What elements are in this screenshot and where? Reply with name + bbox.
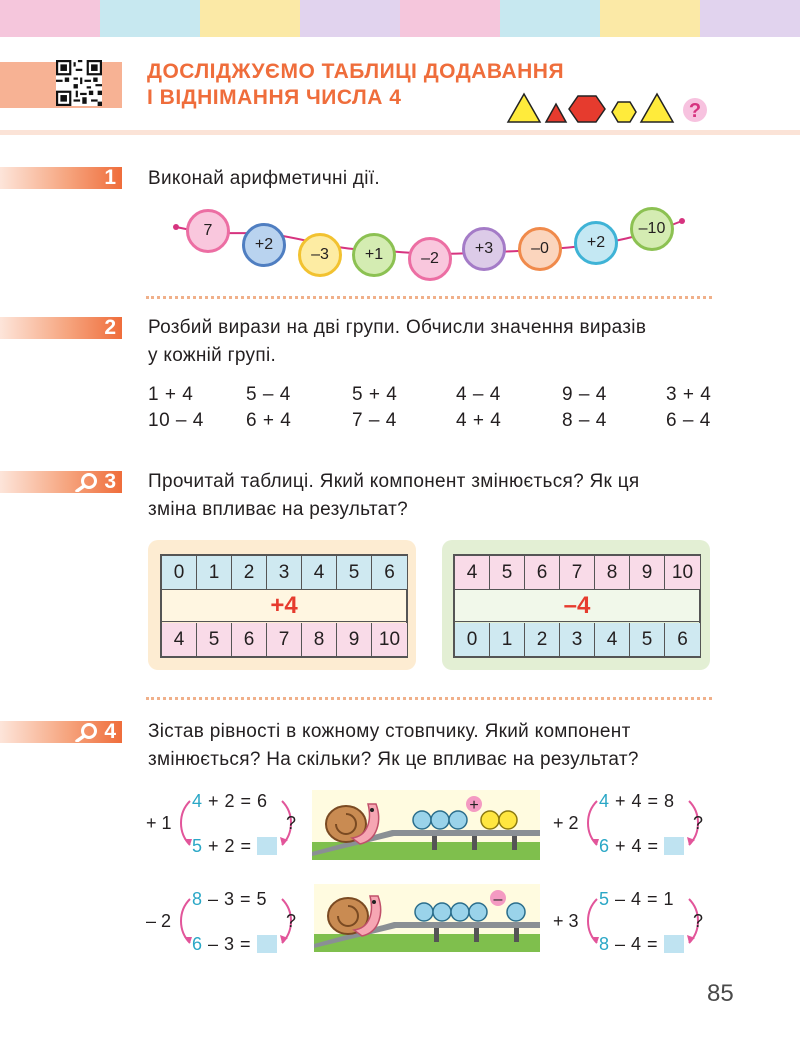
bead: +2	[242, 223, 286, 267]
strip-segment	[200, 0, 300, 37]
expression: 10 – 4	[148, 410, 204, 431]
page-title	[147, 59, 564, 111]
task1-text: Виконай арифметичні дії.	[148, 168, 380, 189]
equation-rest: – 4 = 1	[609, 889, 675, 909]
expression: 6 – 4	[666, 410, 711, 431]
table-cell: 1	[490, 623, 525, 656]
changed-number: 6	[599, 836, 610, 856]
table-cell: 0	[455, 623, 490, 656]
change-label: + 3	[553, 911, 579, 931]
table-cell: 1	[197, 556, 232, 589]
snail-addition-picture	[312, 790, 540, 860]
page-number: 85	[707, 980, 734, 1007]
question-mark: ?	[693, 911, 704, 931]
subtraction-operator: –4	[455, 589, 699, 622]
bead: –0	[518, 227, 562, 271]
answer-box[interactable]	[257, 935, 277, 953]
equation-rest: + 4 = 8	[609, 791, 675, 811]
task2-text-line-1: Розбий вирази на дві групи. Обчисли значення виразів	[148, 317, 647, 338]
task-number-2	[0, 317, 122, 339]
strip-segment	[300, 0, 400, 37]
magnifier-icon	[74, 472, 100, 492]
table-cell: 4	[302, 556, 337, 589]
table-cell: 5	[197, 623, 232, 656]
changed-number: 8	[192, 889, 203, 909]
task3-text-line-2: зміна впливає на результат?	[148, 499, 408, 520]
changed-number: 8	[599, 934, 610, 954]
expression: 8 – 4	[562, 410, 607, 431]
table-cell: 6	[384, 561, 395, 583]
equation-rest: + 4 =	[609, 836, 665, 856]
task2-text-line-2: у кожній групі.	[148, 345, 277, 366]
table-cell: 4	[455, 556, 490, 589]
table-cell: 4	[595, 623, 630, 656]
magnifier-icon	[74, 722, 100, 742]
task-number-1	[0, 167, 122, 189]
equation-rest: – 3 =	[202, 934, 257, 954]
divider-2	[146, 697, 712, 700]
table-cell: 2	[232, 556, 267, 589]
table-cell: 6	[677, 628, 688, 650]
expression: 1 + 4	[148, 384, 194, 405]
title-line-1: ДОСЛІДЖУЄМО ТАБЛИЦІ ДОДАВАННЯ	[147, 60, 565, 83]
bead: –10	[630, 207, 674, 251]
bead: +2	[574, 221, 618, 265]
expression: 5 + 4	[352, 384, 398, 405]
table-cell: 4	[162, 623, 197, 656]
expression: 4 – 4	[456, 384, 501, 405]
equation-rest: – 4 =	[609, 934, 664, 954]
task-number-label: 1	[104, 166, 116, 189]
task4-text	[148, 718, 639, 774]
table-cell: 2	[525, 623, 560, 656]
strip-segment	[400, 0, 500, 37]
bead: +3	[462, 227, 506, 271]
expression: 6 + 4	[246, 410, 292, 431]
expression: 3 + 4	[666, 384, 712, 405]
change-label: + 1	[146, 813, 172, 833]
table-cell: 6	[525, 556, 560, 589]
task-number-label: 4	[104, 720, 116, 743]
equation-bottom	[599, 836, 684, 857]
expression: 5 – 4	[246, 384, 291, 405]
table-cell: 5	[337, 556, 372, 589]
table-cell: 9	[337, 623, 372, 656]
header-divider	[0, 130, 800, 135]
changed-number: 5	[599, 889, 610, 909]
pic1-sign: +	[469, 797, 479, 814]
qr-code-icon[interactable]	[56, 60, 102, 106]
strip-segment	[700, 0, 800, 37]
changed-number: 5	[192, 836, 203, 856]
table-cell: 7	[560, 556, 595, 589]
table-cell: 6	[232, 623, 267, 656]
pic2-sign: –	[493, 891, 503, 908]
changed-number: 6	[192, 934, 203, 954]
bead: +1	[352, 233, 396, 277]
change-label: – 2	[146, 911, 172, 931]
bead: 7	[186, 209, 230, 253]
task-number-label: 3	[104, 470, 116, 493]
table-cell: 8	[302, 623, 337, 656]
title-line-2: І ВІДНІМАННЯ ЧИСЛА 4	[147, 86, 402, 109]
question-mark-text: ?	[688, 100, 702, 122]
table-cell: 7	[267, 623, 302, 656]
question-mark: ?	[286, 911, 297, 931]
addition-operator: +4	[162, 589, 406, 622]
subtraction-table-top-row	[455, 556, 700, 589]
task4-text-line-2: змінюється? На скільки? Як це впливає на результат?	[148, 749, 639, 770]
addition-table-top-row	[162, 556, 407, 589]
table-cell: 10	[378, 628, 401, 650]
task3-text	[148, 468, 640, 524]
table-cell: 3	[560, 623, 595, 656]
equation-rest: + 2 = 6	[202, 791, 268, 811]
table-cell: 10	[671, 561, 694, 583]
change-label: + 2	[553, 813, 579, 833]
table-cell: 9	[630, 556, 665, 589]
top-color-strip	[0, 0, 800, 37]
changed-number: 4	[599, 791, 610, 811]
answer-box[interactable]	[664, 935, 684, 953]
table-cell: 5	[490, 556, 525, 589]
equation-bottom	[599, 934, 684, 955]
expression: 9 – 4	[562, 384, 607, 405]
question-mark: ?	[693, 813, 704, 833]
bead: –3	[298, 233, 342, 277]
answer-box[interactable]	[257, 837, 277, 855]
divider-1	[146, 296, 712, 299]
answer-box[interactable]	[664, 837, 684, 855]
task2-text	[148, 314, 646, 370]
task3-text-line-1: Прочитай таблиці. Який компонент змінюється? Як ця	[148, 471, 640, 492]
subtraction-table-bottom-row	[455, 623, 700, 656]
question-mark: ?	[286, 813, 297, 833]
task-number-4	[0, 721, 122, 743]
equation-top	[192, 791, 268, 812]
equation-top	[599, 889, 674, 910]
task-number-3	[0, 471, 122, 493]
strip-segment	[0, 0, 100, 37]
table-cell: 8	[595, 556, 630, 589]
bead-chain	[172, 205, 692, 280]
shapes-icon	[506, 88, 716, 126]
addition-table-bottom-row	[162, 623, 407, 656]
changed-number: 4	[192, 791, 203, 811]
bead: –2	[408, 237, 452, 281]
snail-subtraction-picture	[314, 884, 540, 952]
equation-rest: – 3 = 5	[202, 889, 268, 909]
expression: 4 + 4	[456, 410, 502, 431]
strip-segment	[100, 0, 200, 37]
equation-rest: + 2 =	[202, 836, 258, 856]
table-cell: 0	[162, 556, 197, 589]
table-cell: 3	[267, 556, 302, 589]
equation-top	[599, 791, 675, 812]
task4-text-line-1: Зістав рівності в кожному стовпчику. Який компонент	[148, 721, 631, 742]
task-number-label: 2	[104, 316, 116, 339]
equation-bottom	[192, 836, 277, 857]
equation-top	[192, 889, 267, 910]
strip-segment	[600, 0, 700, 37]
table-cell: 5	[630, 623, 665, 656]
equation-bottom	[192, 934, 277, 955]
expression: 7 – 4	[352, 410, 397, 431]
strip-segment	[500, 0, 600, 37]
